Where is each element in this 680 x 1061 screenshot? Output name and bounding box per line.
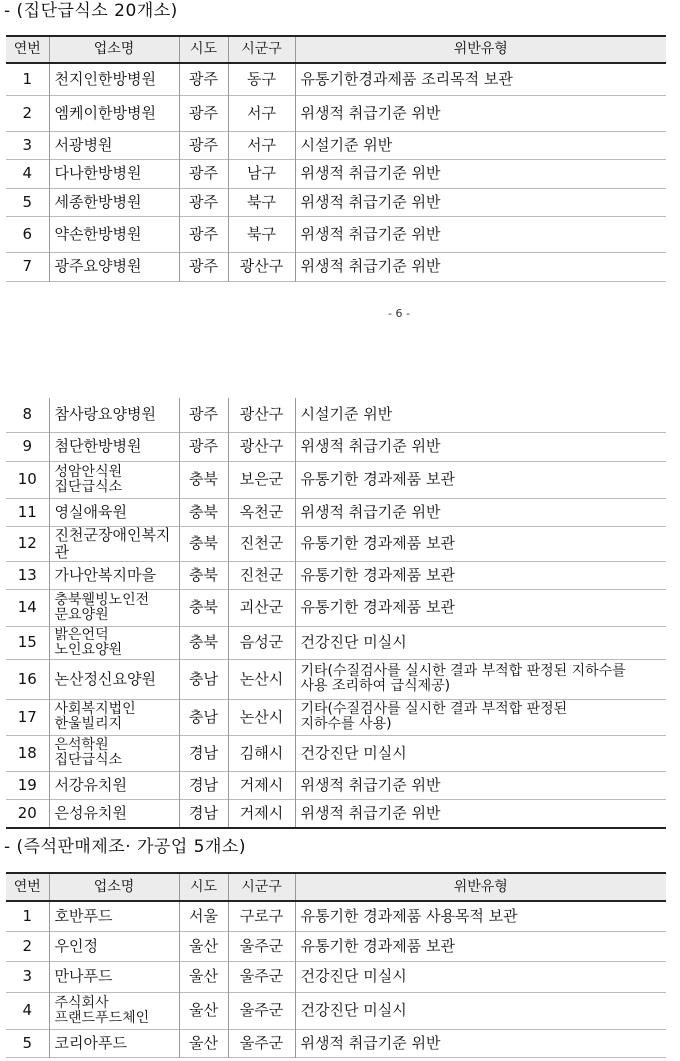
header-sido: 시도 bbox=[179, 36, 228, 63]
cell-sido: 광주 bbox=[179, 398, 228, 432]
cell-type: 위생적 취급기준 위반 bbox=[295, 95, 666, 131]
cell-name: 사회복지법인 한울빌리지 bbox=[49, 699, 179, 735]
table-row bbox=[6, 461, 666, 498]
cell-name: 다나한방병원 bbox=[49, 159, 179, 188]
cell-no: 11 bbox=[17, 502, 37, 521]
table-row bbox=[6, 561, 666, 589]
cell-sigungu: 북구 bbox=[228, 188, 295, 216]
cell-sigungu: 울주군 bbox=[228, 931, 295, 961]
cell-sigungu: 논산시 bbox=[228, 659, 295, 699]
cell-sigungu: 거제시 bbox=[228, 799, 295, 828]
cell-no: 10 bbox=[17, 470, 37, 488]
cell-sido: 광주 bbox=[179, 95, 228, 131]
table-row bbox=[6, 159, 666, 188]
cell-name: 성암안식원 집단급식소 bbox=[49, 461, 179, 498]
cell-sido: 충북 bbox=[179, 526, 228, 561]
cell-sido: 광주 bbox=[179, 159, 228, 188]
cell-sido: 광주 bbox=[179, 216, 228, 252]
cell-name: 첨단한방병원 bbox=[49, 432, 179, 461]
cell-no: 2 bbox=[22, 936, 33, 955]
cell-no: 19 bbox=[17, 775, 37, 794]
cell-sido: 광주 bbox=[179, 188, 228, 216]
cell-type: 건강진단 미실시 bbox=[295, 992, 666, 1029]
section2-heading: - (즉석판매제조· 가공업 5개소) bbox=[4, 837, 246, 857]
header-sigungu: 시군구 bbox=[228, 36, 295, 63]
cell-sido: 경남 bbox=[179, 771, 228, 799]
table2 bbox=[6, 872, 666, 1058]
cell-sigungu: 논산시 bbox=[228, 699, 295, 735]
cell-sido: 울산 bbox=[179, 961, 228, 992]
cell-sigungu: 구로구 bbox=[228, 901, 295, 931]
cell-sido: 경남 bbox=[179, 735, 228, 771]
cell-sigungu: 울주군 bbox=[228, 1029, 295, 1057]
cell-no: 8 bbox=[22, 405, 33, 424]
cell-no: 13 bbox=[17, 565, 37, 584]
cell-sigungu: 김해시 bbox=[228, 735, 295, 771]
cell-sigungu: 거제시 bbox=[228, 771, 295, 799]
cell-type: 시설기준 위반 bbox=[295, 131, 666, 159]
cell-no: 6 bbox=[22, 224, 33, 243]
cell-no: 18 bbox=[17, 743, 37, 762]
cell-sido: 충북 bbox=[179, 626, 228, 659]
table-row bbox=[6, 188, 666, 216]
cell-type: 기타(수질검사를 실시한 결과 부적합 판정된 지하수를 사용 조리하여 급식제공) bbox=[295, 659, 666, 699]
table-row bbox=[6, 95, 666, 131]
cell-sigungu: 진천군 bbox=[228, 526, 295, 561]
header-type: 위반유형 bbox=[295, 36, 666, 63]
cell-no: 17 bbox=[17, 707, 37, 726]
cell-type: 유통기한 경과제품 사용목적 보관 bbox=[295, 901, 666, 931]
cell-sido: 울산 bbox=[179, 992, 228, 1029]
cell-no: 5 bbox=[22, 192, 33, 211]
cell-type: 위생적 취급기준 위반 bbox=[295, 771, 666, 799]
cell-sido: 서울 bbox=[179, 901, 228, 931]
cell-type: 유통기한 경과제품 보관 bbox=[295, 931, 666, 961]
header-name: 업소명 bbox=[49, 36, 179, 63]
cell-name: 서강유치원 bbox=[49, 771, 179, 799]
header-sido: 시도 bbox=[179, 873, 228, 901]
cell-sigungu: 광산구 bbox=[228, 252, 295, 281]
cell-sido: 광주 bbox=[179, 131, 228, 159]
table-row bbox=[6, 398, 666, 432]
cell-type: 위생적 취급기준 위반 bbox=[295, 159, 666, 188]
table-row bbox=[6, 699, 666, 735]
header-name: 업소명 bbox=[49, 873, 179, 901]
cell-no: 1 bbox=[22, 69, 33, 88]
cell-sigungu: 옥천군 bbox=[228, 498, 295, 526]
cell-no: 5 bbox=[22, 1033, 33, 1052]
table1-header-row bbox=[6, 36, 666, 63]
cell-sigungu: 서구 bbox=[228, 131, 295, 159]
table-row bbox=[6, 799, 666, 828]
header-sigungu: 시군구 bbox=[228, 873, 295, 901]
cell-no: 16 bbox=[17, 669, 37, 688]
cell-type: 유통기한 경과제품 보관 bbox=[295, 561, 666, 589]
cell-name: 만나푸드 bbox=[49, 961, 179, 992]
cell-no: 3 bbox=[22, 135, 33, 154]
cell-sigungu: 진천군 bbox=[228, 561, 295, 589]
table-row bbox=[6, 961, 666, 992]
table-row bbox=[6, 901, 666, 931]
cell-name: 우인정 bbox=[49, 931, 179, 961]
cell-sido: 충남 bbox=[179, 699, 228, 735]
cell-type: 위생적 취급기준 위반 bbox=[295, 188, 666, 216]
table-row bbox=[6, 131, 666, 159]
cell-sigungu: 괴산군 bbox=[228, 589, 295, 626]
cell-name: 밝은언덕 노인요양원 bbox=[49, 626, 179, 659]
cell-type: 유통기한 경과제품 보관 bbox=[295, 589, 666, 626]
table-row bbox=[6, 931, 666, 961]
cell-type: 유통기한 경과제품 보관 bbox=[295, 526, 666, 561]
page-number: - 6 - bbox=[388, 307, 410, 320]
cell-type: 위생적 취급기준 위반 bbox=[295, 498, 666, 526]
cell-name: 가나안복지마을 bbox=[49, 561, 179, 589]
section1-heading: - (집단급식소 20개소) bbox=[4, 1, 178, 21]
cell-no: 1 bbox=[22, 906, 33, 925]
cell-sido: 광주 bbox=[179, 252, 228, 281]
table-row bbox=[6, 735, 666, 771]
cell-no: 4 bbox=[22, 164, 33, 182]
cell-type: 위생적 취급기준 위반 bbox=[295, 1029, 666, 1057]
table-row bbox=[6, 589, 666, 626]
cell-no: 20 bbox=[17, 803, 37, 822]
cell-name: 주식회사 프랜드푸드체인 bbox=[49, 992, 179, 1029]
cell-sigungu: 광산구 bbox=[228, 398, 295, 432]
cell-sido: 충북 bbox=[179, 461, 228, 498]
cell-no: 4 bbox=[22, 1001, 33, 1019]
cell-sido: 경남 bbox=[179, 799, 228, 828]
cell-sido: 울산 bbox=[179, 931, 228, 961]
cell-sigungu: 음성군 bbox=[228, 626, 295, 659]
cell-name: 광주요양병원 bbox=[49, 252, 179, 281]
table-row bbox=[6, 252, 666, 281]
cell-name: 세종한방병원 bbox=[49, 188, 179, 216]
cell-name: 서광병원 bbox=[49, 131, 179, 159]
cell-type: 건강진단 미실시 bbox=[295, 735, 666, 771]
cell-no: 7 bbox=[22, 257, 33, 275]
cell-name: 논산정신요양원 bbox=[49, 659, 179, 699]
cell-type: 위생적 취급기준 위반 bbox=[295, 432, 666, 461]
cell-no: 2 bbox=[22, 103, 33, 122]
header-type: 위반유형 bbox=[295, 873, 666, 901]
cell-type: 기타(수질검사를 실시한 결과 부적합 판정된 지하수를 사용) bbox=[295, 699, 666, 735]
cell-sigungu: 서구 bbox=[228, 95, 295, 131]
cell-sido: 충북 bbox=[179, 589, 228, 626]
header-no: 연번 bbox=[6, 873, 49, 901]
cell-type: 건강진단 미실시 bbox=[295, 626, 666, 659]
cell-name: 영실애육원 bbox=[49, 498, 179, 526]
table1-part2 bbox=[6, 398, 666, 829]
header-no: 연번 bbox=[6, 36, 49, 63]
table-row bbox=[6, 526, 666, 561]
cell-name: 은석학원 집단급식소 bbox=[49, 735, 179, 771]
cell-sigungu: 북구 bbox=[228, 216, 295, 252]
cell-name: 엠케이한방병원 bbox=[49, 95, 179, 131]
cell-name: 참사랑요양병원 bbox=[49, 398, 179, 432]
cell-name: 약손한방병원 bbox=[49, 216, 179, 252]
cell-no: 15 bbox=[17, 633, 37, 651]
cell-no: 12 bbox=[17, 534, 37, 552]
cell-name: 코리아푸드 bbox=[49, 1029, 179, 1057]
cell-name: 호반푸드 bbox=[49, 901, 179, 931]
cell-name: 진천군장애인복지관 bbox=[49, 526, 179, 561]
cell-no: 14 bbox=[17, 598, 37, 616]
cell-type: 위생적 취급기준 위반 bbox=[295, 216, 666, 252]
cell-no: 9 bbox=[22, 437, 33, 455]
table1-part1 bbox=[6, 35, 666, 282]
table-row bbox=[6, 63, 666, 95]
cell-sido: 충북 bbox=[179, 498, 228, 526]
table-row bbox=[6, 771, 666, 799]
cell-sigungu: 보은군 bbox=[228, 461, 295, 498]
cell-sido: 충남 bbox=[179, 659, 228, 699]
cell-type: 유통기한 경과제품 보관 bbox=[295, 461, 666, 498]
cell-sigungu: 광산구 bbox=[228, 432, 295, 461]
cell-sido: 광주 bbox=[179, 432, 228, 461]
cell-sido: 광주 bbox=[179, 63, 228, 95]
table-row bbox=[6, 216, 666, 252]
table-row bbox=[6, 1029, 666, 1057]
cell-sigungu: 울주군 bbox=[228, 992, 295, 1029]
cell-type: 유통기한경과제품 조리목적 보관 bbox=[295, 63, 666, 95]
cell-name: 은성유치원 bbox=[49, 799, 179, 828]
table-row bbox=[6, 498, 666, 526]
cell-sido: 울산 bbox=[179, 1029, 228, 1057]
cell-type: 위생적 취급기준 위반 bbox=[295, 252, 666, 281]
table-row bbox=[6, 626, 666, 659]
table-row bbox=[6, 992, 666, 1029]
cell-sigungu: 동구 bbox=[228, 63, 295, 95]
table-row bbox=[6, 432, 666, 461]
cell-no: 3 bbox=[22, 967, 33, 985]
cell-name: 충북웰빙노인전 문요양원 bbox=[49, 589, 179, 626]
cell-sigungu: 울주군 bbox=[228, 961, 295, 992]
cell-name: 천지인한방병원 bbox=[49, 63, 179, 95]
table2-header-row bbox=[6, 873, 666, 901]
cell-sigungu: 남구 bbox=[228, 159, 295, 188]
cell-type: 위생적 취급기준 위반 bbox=[295, 799, 666, 828]
table-row bbox=[6, 659, 666, 699]
cell-type: 건강진단 미실시 bbox=[295, 961, 666, 992]
cell-sido: 충북 bbox=[179, 561, 228, 589]
cell-type: 시설기준 위반 bbox=[295, 398, 666, 432]
